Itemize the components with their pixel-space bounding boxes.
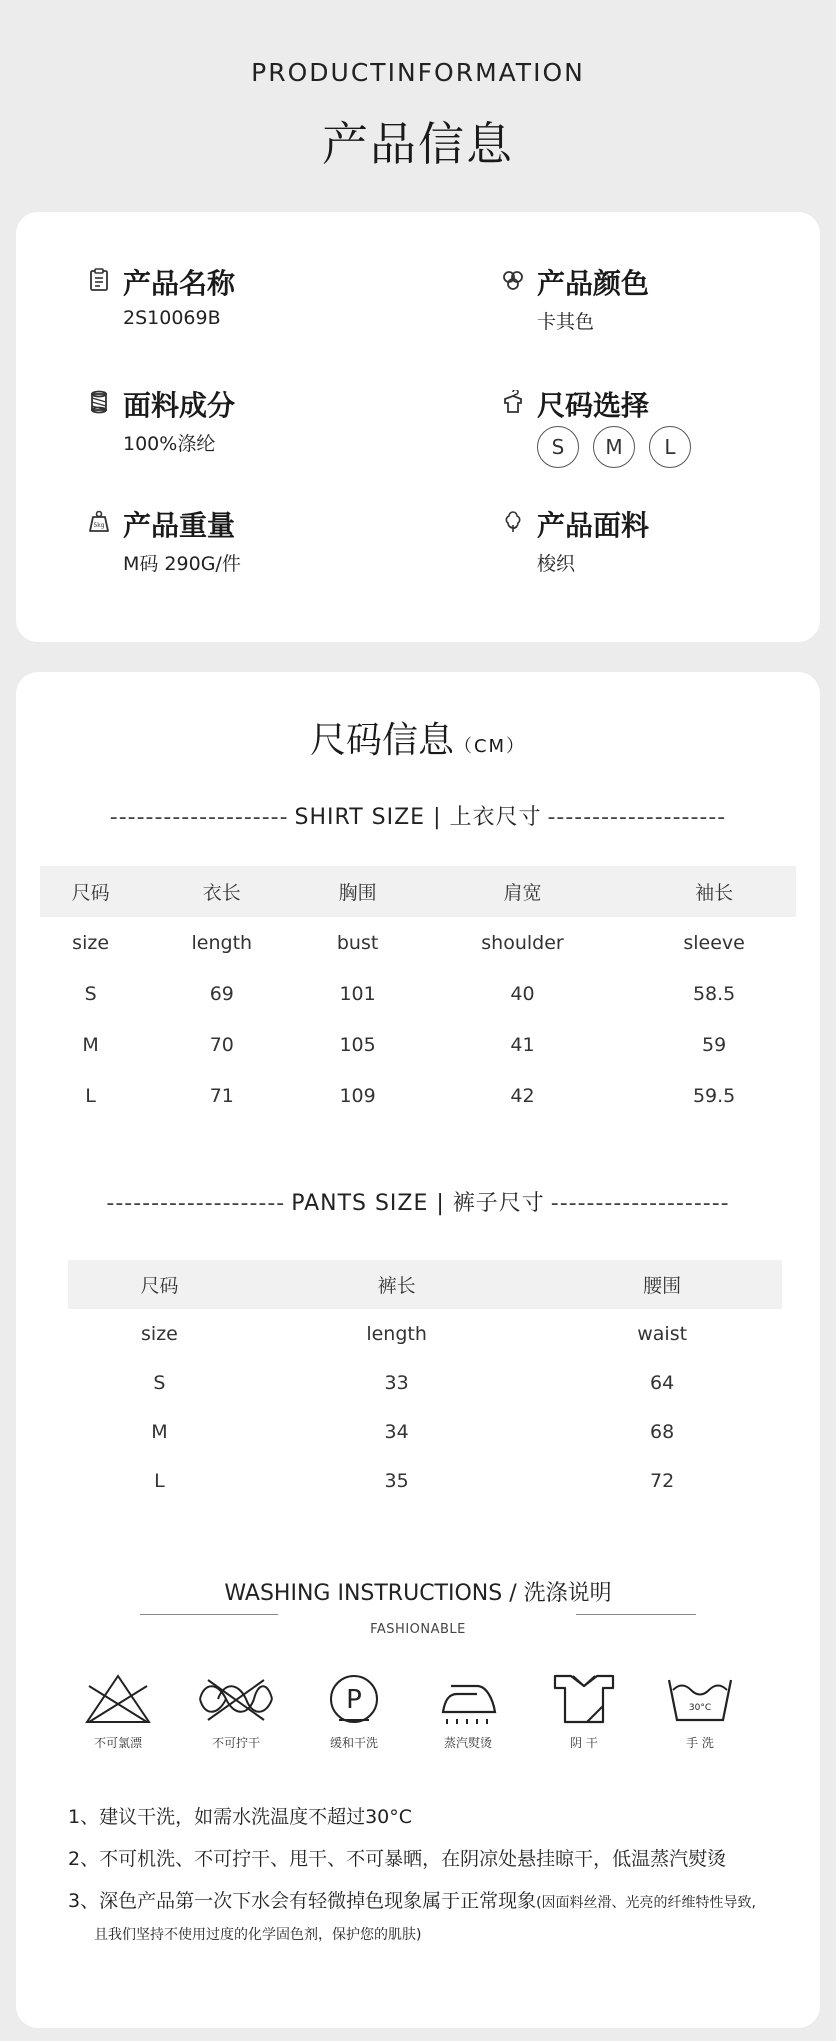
info-title: 面料成分	[123, 389, 236, 422]
table-cell: 101	[339, 982, 376, 1005]
wash-label: 不可氯漂	[93, 1736, 142, 1750]
table-cell: 42	[510, 1084, 535, 1107]
info-value: 卡其色	[537, 311, 595, 333]
wash-item-no-bleach	[68, 1672, 168, 1751]
table-cell: 68	[650, 1420, 675, 1443]
size-info-title	[16, 712, 820, 763]
size-info-unit: （CM）	[453, 736, 527, 757]
shirt-hanger-icon	[502, 390, 524, 414]
pants-size-table	[68, 1260, 782, 1505]
table-cell: bust	[336, 931, 379, 954]
washing-subtitle: FASHIONABLE	[370, 1622, 466, 1637]
table-header-cell: 尺码	[40, 866, 141, 917]
table-header-cell: 袖长	[632, 866, 796, 917]
table-cell: 34	[384, 1420, 409, 1443]
table-cell: L	[154, 1469, 165, 1492]
info-value: M码 290G/件	[123, 553, 241, 575]
no-bleach-icon	[83, 1672, 153, 1726]
info-title: 产品颜色	[537, 267, 650, 300]
divider-dashes: --------------------	[109, 805, 289, 830]
table-row	[40, 917, 796, 968]
washing-title: WASHING INSTRUCTIONS / 洗涤说明	[224, 1581, 612, 1606]
table-cell: size	[72, 931, 110, 954]
info-title: 产品重量	[123, 509, 236, 542]
table-header-cell: 衣长	[141, 866, 302, 917]
table-cell: 71	[209, 1084, 234, 1107]
divider-dashes: --------------------	[106, 1191, 286, 1216]
shade-dry-icon	[551, 1672, 617, 1726]
table-cell: M	[151, 1420, 168, 1443]
table-row	[68, 1358, 782, 1407]
table-header-cell: 肩宽	[413, 866, 632, 917]
table-cell: 59	[702, 1033, 727, 1056]
table-cell: sleeve	[683, 931, 745, 954]
wash-item-hand-wash	[650, 1672, 750, 1751]
wash-label: 手 洗	[686, 1736, 714, 1750]
table-cell: 58.5	[692, 982, 736, 1005]
page-header	[0, 0, 836, 200]
table-cell: length	[366, 1322, 427, 1345]
table-row	[68, 1309, 782, 1358]
wash-item-no-wring	[186, 1672, 286, 1751]
shirt-size-heading	[68, 800, 768, 831]
washing-note-3-line2: 且我们坚持不使用过度的化学固色剂，保护您的肌肤)	[94, 1927, 422, 1943]
hand-wash-icon	[665, 1672, 735, 1726]
divider-dashes: --------------------	[550, 1191, 730, 1216]
pants-size-label: PANTS SIZE | 裤子尺寸	[291, 1191, 545, 1216]
cotton-icon	[502, 510, 524, 534]
table-row	[40, 968, 796, 1019]
size-option-s[interactable]: S	[537, 426, 579, 468]
table-row	[40, 1070, 796, 1121]
table-header-row	[40, 866, 796, 917]
table-cell: 109	[339, 1084, 376, 1107]
table-cell: 59.5	[692, 1084, 736, 1107]
palette-icon	[502, 268, 524, 292]
table-cell: 33	[384, 1371, 409, 1394]
size-option-m[interactable]: M	[593, 426, 635, 468]
title-en: PRODUCTINFORMATION	[251, 58, 585, 87]
table-cell: size	[141, 1322, 178, 1345]
table-cell: S	[84, 982, 97, 1005]
steam-iron-icon	[437, 1672, 499, 1726]
divider-dashes: --------------------	[547, 805, 727, 830]
info-title: 产品名称	[123, 267, 236, 300]
table-cell: 40	[510, 982, 535, 1005]
info-value: 2S10069B	[123, 307, 221, 329]
svg-text:5kg: 5kg	[93, 522, 105, 529]
yarn-spool-icon	[88, 390, 110, 414]
no-wring-icon	[194, 1672, 278, 1726]
table-cell: 69	[209, 982, 234, 1005]
info-title: 产品面料	[537, 509, 650, 542]
weight-icon	[88, 510, 110, 534]
wash-label: 缓和干洗	[329, 1736, 378, 1750]
table-header-cell: 裤长	[251, 1260, 542, 1309]
wash-label: 不可拧干	[211, 1736, 260, 1750]
table-cell: waist	[637, 1322, 688, 1345]
table-header-cell: 腰围	[542, 1260, 782, 1309]
table-cell: 35	[384, 1469, 409, 1492]
wash-item-dry-clean	[304, 1672, 404, 1751]
table-cell: 72	[650, 1469, 675, 1492]
table-cell: 41	[510, 1033, 535, 1056]
clipboard-icon	[88, 268, 110, 292]
product-info-card	[16, 212, 820, 642]
table-row	[68, 1456, 782, 1505]
washing-note-2: 2、不可机洗、不可拧干、甩干、不可暴晒，在阴凉处悬挂晾干，低温蒸汽熨烫	[68, 1848, 727, 1870]
info-value: 梭织	[537, 553, 576, 575]
size-info-card	[16, 672, 820, 2028]
washing-note-3	[68, 1886, 756, 1913]
shirt-size-table	[40, 866, 796, 1121]
table-row	[68, 1407, 782, 1456]
wash-item-shade-dry	[534, 1672, 634, 1751]
size-info-heading: 尺码信息	[309, 720, 454, 761]
table-cell: L	[85, 1084, 96, 1107]
table-row	[40, 1019, 796, 1070]
size-option-l[interactable]: L	[649, 426, 691, 468]
washing-line-right	[576, 1614, 696, 1615]
table-cell: 70	[209, 1033, 234, 1056]
table-header-row	[68, 1260, 782, 1309]
table-cell: length	[191, 931, 253, 954]
washing-note-1: 1、建议干洗，如需水洗温度不超过30°C	[68, 1806, 413, 1828]
table-cell: 105	[339, 1033, 376, 1056]
washing-note-3-small: (因面料丝滑、光亮的纤维特性导致,	[536, 1895, 757, 1911]
hand-wash-temp: 30°C	[688, 1703, 712, 1713]
table-cell: M	[82, 1033, 99, 1056]
info-title: 尺码选择	[537, 389, 650, 422]
washing-note-3-main: 3、深色产品第一次下水会有轻微掉色现象属于正常现象	[68, 1890, 537, 1912]
svg-text:P: P	[346, 1685, 362, 1715]
wash-item-steam-iron	[418, 1672, 518, 1751]
washing-line-left	[140, 1614, 278, 1615]
wash-label: 阴 干	[570, 1736, 598, 1750]
table-cell: S	[153, 1371, 166, 1394]
table-header-cell: 尺码	[68, 1260, 251, 1309]
title-zh: 产品信息	[322, 117, 514, 171]
shirt-size-label: SHIRT SIZE | 上衣尺寸	[294, 805, 542, 830]
wash-label: 蒸汽熨烫	[443, 1736, 492, 1750]
info-value: 100%涤纶	[123, 433, 216, 455]
table-header-cell: 胸围	[302, 866, 412, 917]
dry-clean-icon	[327, 1672, 381, 1726]
table-cell: shoulder	[481, 931, 564, 954]
table-cell: 64	[650, 1371, 675, 1394]
pants-size-heading	[68, 1186, 768, 1217]
